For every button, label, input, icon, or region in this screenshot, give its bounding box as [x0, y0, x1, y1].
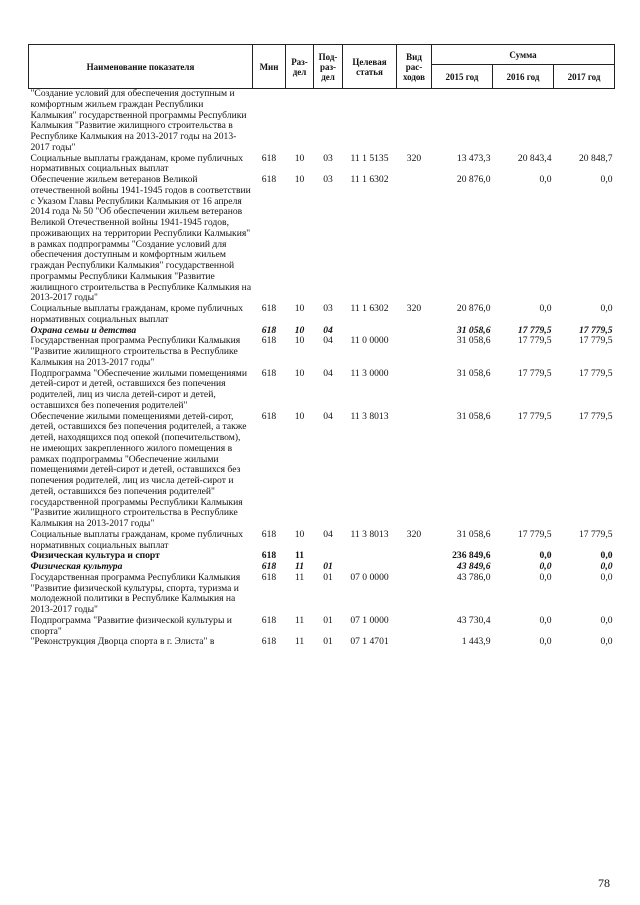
row-2015: 13 473,3	[456, 152, 491, 164]
row-2017: 17 779,5	[578, 528, 613, 540]
row-name: Подпрограмма "Развитие физической культуры и спорта"	[30, 614, 232, 637]
row-min: 618	[261, 550, 277, 562]
row-razdel: 11	[294, 561, 305, 572]
row-2016: 0,0	[539, 636, 552, 648]
row-name: Физическая культура	[30, 561, 123, 572]
row-podrazdel: 04	[323, 528, 333, 540]
row-podrazdel: 01	[323, 614, 333, 626]
row-2016: 0,0	[539, 174, 552, 185]
row-vid	[397, 573, 432, 616]
row-statya	[343, 89, 397, 154]
header-vid: Вид рас- ходов	[397, 45, 432, 89]
header-name: Наименование показателя	[29, 45, 253, 89]
row-razdel: 11	[294, 636, 305, 648]
table-body	[29, 89, 615, 649]
row-vid	[397, 412, 432, 530]
table-row	[29, 336, 615, 368]
row-razdel: 11	[294, 550, 305, 562]
row-min: 618	[261, 571, 277, 583]
row-2017: 17 779,5	[578, 335, 613, 347]
row-vid	[397, 336, 432, 368]
row-2015: 1 443,9	[461, 636, 491, 648]
row-razdel: 10	[294, 410, 305, 422]
header-2017: 2017 год	[554, 65, 615, 89]
row-2017: 0,0	[600, 561, 613, 572]
header-2016: 2016 год	[493, 65, 554, 89]
row-min: 618	[261, 614, 277, 626]
header-razdel: Раз- дел	[286, 45, 314, 89]
row-statya: 07 0 0000	[350, 571, 389, 583]
row-statya: 07 1 0000	[350, 614, 389, 626]
row-vid	[397, 637, 432, 648]
row-2016: 20 843,4	[517, 152, 552, 164]
row-2015: 43 849,6	[456, 561, 491, 572]
row-2017: 0,0	[600, 571, 613, 583]
row-razdel: 10	[294, 303, 305, 314]
table-row	[29, 573, 615, 616]
row-name: Государственная программа Республики Калмыкия "Развитие физической культуры, спорта, туризма и молодежной политики в Республике Калмыкия на 2013-2017 годы"	[30, 571, 241, 615]
table-row	[29, 175, 615, 304]
row-min	[253, 89, 286, 154]
row-2015: 43 730,4	[456, 614, 491, 626]
row-vid	[397, 616, 432, 638]
row-podrazdel: 01	[323, 636, 333, 648]
row-statya: 11 0 0000	[350, 335, 389, 347]
row-razdel: 10	[294, 335, 305, 347]
row-min: 618	[261, 324, 277, 336]
row-name: Обеспечение жильем ветеранов Великой отечественной войны 1941-1945 годов в соответствии с Указом Главы Республики Калмыкия от 16 апреля 2014 года № 50 "Об обеспечении жильем ветеранов Великой Отечественной войны 1941-1945 годов, проживающих на территории Республики Калмыкия" в рамках подпрограммы "Создание условий для обеспечения доступным и комфортным жильем граждан Республики Калмыкия" государственной программы Республики Калмыкия "Развитие жилищного строительства в Республике Калмыкия на 2013-2017 годы"	[30, 174, 252, 304]
row-name: Подпрограмма "Обеспечение жилыми помещениями детей-сирот и детей, оставшихся без попечения родителей, лиц из числа детей-сирот и детей, оставшихся без попечения родителей"	[30, 367, 248, 411]
row-vid: 320	[406, 303, 422, 314]
row-podrazdel: 01	[323, 561, 333, 572]
row-podrazdel: 03	[323, 152, 333, 164]
row-2015: 31 058,6	[456, 324, 491, 336]
row-2016: 17 779,5	[517, 335, 552, 347]
row-2017: 17 779,5	[578, 367, 613, 379]
row-name: "Реконструкция Дворца спорта в г. Элиста" в	[30, 636, 215, 648]
row-statya	[343, 551, 397, 562]
row-podrazdel: 03	[323, 303, 333, 314]
row-2016: 0,0	[539, 303, 552, 314]
budget-table	[28, 44, 615, 648]
row-podrazdel: 03	[323, 174, 333, 185]
row-name: Охрана семьи и детства	[30, 324, 137, 336]
row-2015: 31 058,6	[456, 335, 491, 347]
table-row	[29, 89, 615, 154]
row-vid: 320	[406, 152, 422, 164]
header-summa: Сумма	[432, 45, 615, 65]
row-podrazdel: 04	[323, 324, 333, 336]
header-podrazdel: Под- раз- дел	[314, 45, 343, 89]
row-podrazdel: 04	[323, 367, 333, 379]
row-statya: 11 3 8013	[350, 528, 389, 540]
row-min: 618	[261, 335, 277, 347]
header-min: Мин	[253, 45, 286, 89]
row-min: 618	[261, 410, 277, 422]
row-podrazdel: 01	[323, 571, 333, 583]
row-podrazdel	[314, 89, 343, 154]
table-row	[29, 616, 615, 638]
row-2016: 17 779,5	[517, 324, 552, 336]
row-2016: 17 779,5	[517, 528, 552, 540]
header-statya: Целевая статья	[343, 45, 397, 89]
row-2015: 31 058,6	[456, 410, 491, 422]
page-number: 78	[598, 876, 610, 890]
row-2015	[432, 89, 493, 154]
row-razdel: 11	[294, 614, 305, 626]
row-statya: 11 1 6302	[350, 174, 389, 185]
row-name: Социальные выплаты гражданам, кроме публичных нормативных социальных выплат	[30, 152, 244, 175]
row-min: 618	[261, 636, 277, 648]
row-statya: 07 1 4701	[350, 636, 389, 648]
row-vid: 320	[406, 528, 422, 540]
row-statya: 11 1 5135	[350, 152, 389, 164]
row-statya: 11 3 0000	[350, 367, 389, 379]
row-min: 618	[261, 367, 277, 379]
row-razdel: 10	[294, 152, 305, 164]
row-2016: 0,0	[539, 571, 552, 583]
row-razdel	[286, 89, 314, 154]
row-vid	[397, 551, 432, 562]
row-vid	[397, 326, 432, 337]
row-2017: 0,0	[600, 303, 613, 314]
row-2015: 31 058,6	[456, 367, 491, 379]
row-podrazdel: 04	[323, 410, 333, 422]
row-2017: 17 779,5	[578, 410, 613, 422]
row-name: Государственная программа Республики Калмыкия "Развитие жилищного строительства в Республике Калмыкия на 2013-2017 годы"	[30, 335, 241, 368]
row-min: 618	[261, 561, 277, 572]
row-podrazdel: 04	[323, 335, 333, 347]
row-name: "Создание условий для обеспечения доступным и комфортным жильем граждан Республики Калмыкия" государственной программы Республики Калмыкия "Развитие жилищного строительства в Республике Калмыкия на 2013-2017 годы на 2013-2017 годы"	[30, 88, 247, 153]
row-2017: 20 848,7	[578, 152, 613, 164]
row-2017: 17 779,5	[578, 324, 613, 336]
row-statya: 11 3 8013	[350, 410, 389, 422]
table-row	[29, 154, 615, 176]
row-2015: 43 786,0	[456, 571, 491, 583]
row-statya: 11 1 6302	[350, 303, 389, 314]
table-row	[29, 412, 615, 530]
row-2015: 20 876,0	[456, 303, 491, 314]
row-2015: 236 849,6	[452, 550, 491, 562]
row-2017: 0,0	[600, 550, 613, 562]
table-row	[29, 637, 615, 648]
row-2017: 0,0	[600, 636, 613, 648]
row-min: 618	[261, 152, 277, 164]
row-razdel: 10	[294, 174, 305, 185]
table-row	[29, 530, 615, 552]
row-2015: 20 876,0	[456, 174, 491, 185]
row-razdel: 11	[294, 571, 305, 583]
row-name: Социальные выплаты гражданам, кроме публичных нормативных социальных выплат	[30, 303, 244, 325]
table-row	[29, 304, 615, 326]
row-vid	[397, 562, 432, 573]
row-name: Обеспечение жилыми помещениями детей-сирот, детей, оставшихся без попечения родителей, а также детей, находящихся под опекой (попечительством), не имеющих закрепленного жилого помещения в рамках подпрограммы "Обеспечение жилыми помещениями детей-сирот и детей, оставшихся без попечения родителей, лиц из числа детей-сирот и детей, оставшихся без попечения родителей" государственной программы Республики Калмыкия "Развитие жилищного строительства в Республике Калмыкия на 2013-2017 годы"	[30, 410, 247, 529]
row-2015: 31 058,6	[456, 528, 491, 540]
row-2016: 17 779,5	[517, 367, 552, 379]
row-min: 618	[261, 303, 277, 314]
table-row	[29, 369, 615, 412]
row-razdel: 10	[294, 528, 305, 540]
row-2016	[493, 89, 554, 154]
row-2017: 0,0	[600, 174, 613, 185]
row-name: Социальные выплаты гражданам, кроме публичных нормативных социальных выплат	[30, 528, 244, 551]
row-vid	[397, 89, 432, 154]
row-2016: 0,0	[539, 614, 552, 626]
row-vid	[397, 369, 432, 412]
header-2015: 2015 год	[432, 65, 493, 89]
budget-table-page	[28, 44, 614, 648]
row-2016: 0,0	[539, 550, 552, 562]
row-2017	[554, 89, 615, 154]
row-razdel: 10	[294, 367, 305, 379]
row-vid	[397, 175, 432, 304]
row-min: 618	[261, 174, 277, 185]
row-name: Физическая культура и спорт	[30, 550, 160, 562]
row-2016: 0,0	[539, 561, 552, 572]
row-2016: 17 779,5	[517, 410, 552, 422]
row-2017: 0,0	[600, 614, 613, 626]
row-razdel: 10	[294, 324, 305, 336]
row-min: 618	[261, 528, 277, 540]
